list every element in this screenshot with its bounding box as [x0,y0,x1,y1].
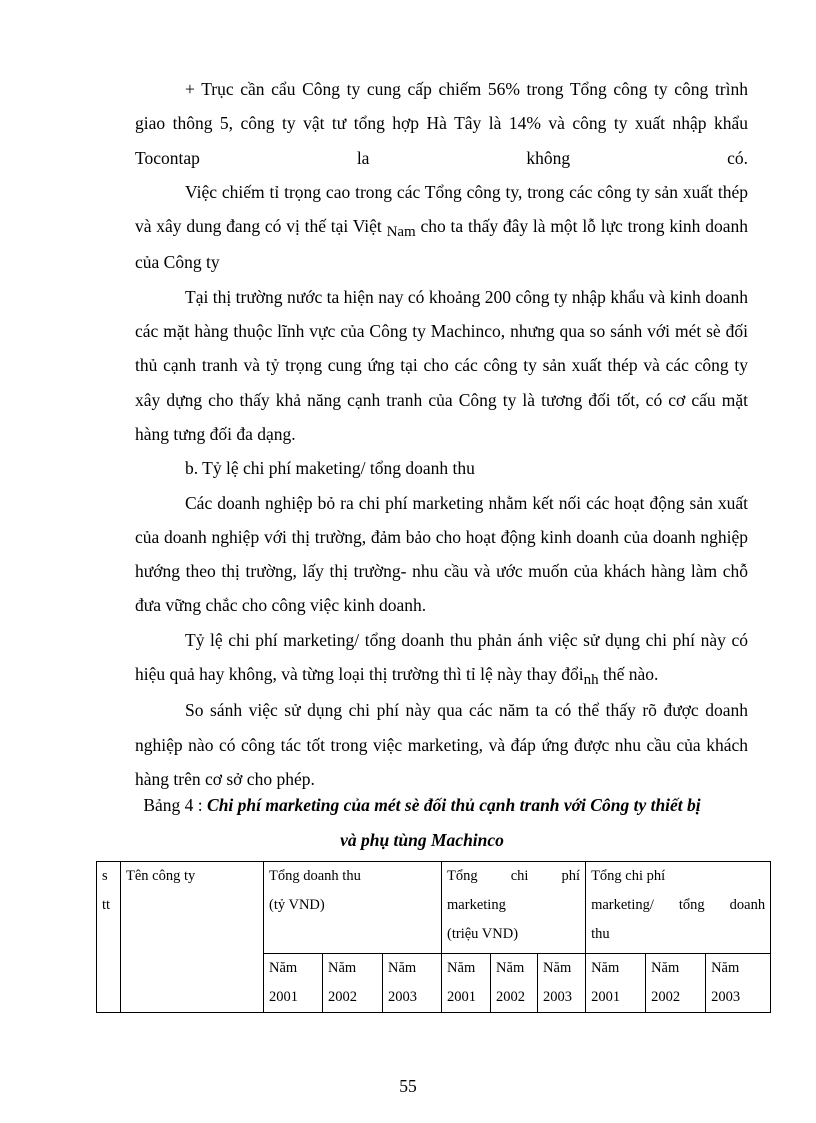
caption-prefix: Bảng 4 : [143,795,208,815]
marketing-cost-table [96,861,771,1013]
year-cell [491,954,538,1013]
year-cell [442,954,491,1013]
stt-header-line: s [102,868,108,884]
year-label: Năm [269,960,298,976]
company-name-header: Tên công ty [121,862,264,1013]
ratio-header-line: marketing/ tổng doanh [591,897,766,913]
paragraph-part: Việc chiếm tỉ trọng cao trong các Tổng công ty, trong các công ty sản xuất thép và xây dung đang có vị thế tại Việt [135,181,748,237]
marketing-cost-header-line: Tổng chi phí [447,868,581,884]
year-value: 2001 [591,989,621,1005]
year-cell [323,954,383,1013]
year-label: Năm [328,960,357,976]
paragraph-part: Tỷ lệ chi phí marketing/ tổng doanh thu phản ánh việc sử dụng chi phí này có hiệu quả hay không, và từng loại thị trường thì tỉ lệ này thay đổi [135,629,748,685]
year-cell [646,954,706,1013]
year-label: Năm [651,960,680,976]
year-value: 2002 [651,989,681,1005]
year-cell [383,954,442,1013]
year-label: Năm [591,960,620,976]
year-label: Năm [447,960,476,976]
body-text [135,72,748,796]
year-value: 2003 [388,989,417,1005]
year-value: 2003 [711,989,741,1005]
paragraph-part: cho ta thấy đây là một lỗ lực trong kinh doanh của Công ty [135,216,748,273]
section-heading: b. Tỷ lệ chi phí maketing/ tổng doanh thu [185,458,475,479]
caption-title-continued: và phụ tùng Machinco [340,830,504,850]
stt-header-line: tt [102,897,111,913]
year-value: 2002 [496,989,526,1005]
marketing-cost-header [442,862,586,954]
ratio-header-line: thu [591,926,610,942]
year-cell [706,954,771,1013]
paragraph-market-position [135,175,748,280]
marketing-cost-header-unit: (triệu VND) [447,926,519,942]
table-caption-line2 [96,830,748,851]
year-label: Năm [496,960,525,976]
caption-title: Chi phí marketing của mét sè đối thủ cạnh tranh với Công ty thiết bị [207,795,701,815]
paragraph-marketing-costs: Các doanh nghiệp bỏ ra chi phí marketing nhằm kết nối các hoạt động sản xuất của doanh nghiệp với thị trường, đảm bảo cho hoạt động kinh doanh của doanh nghiệp hướng theo thị trường, lấy thị trường- nhu cầu và ước muốn của khách hàng làm chỗ đưa vững chắc cho công việc kinh doanh. [135,492,748,616]
paragraph-comparison: So sánh việc sử dụng chi phí này qua các năm ta có thể thấy rõ được doanh nghiệp nào có công tác tốt trong việc marketing, và đáp ứng được nhu cầu của khách hàng trên cơ sở cho phép. [135,700,748,789]
year-value: 2001 [447,989,477,1005]
ratio-header [586,862,771,954]
year-label: Năm [711,960,740,976]
paragraph-crane-share: + Trục cần cẩu Công ty cung cấp chiếm 56% trong Tổng công ty công trình giao thông 5, công ty vật tư tổng hợp Hà Tây là 14% và công ty xuất nhập khẩu Tocontap la không có. [135,79,748,168]
stt-header [97,862,121,1013]
revenue-header [264,862,442,954]
year-cell [586,954,646,1013]
table-header-row [97,862,771,954]
paragraph-competition: Tại thị trường nước ta hiện nay có khoảng 200 công ty nhập khẩu và kinh doanh các mặt hàng thuộc lĩnh vực của Công ty Machinco, nhưng qua so sánh với mét sè đối thủ cạnh tranh và tỷ trọng cung ứng tại cho các công ty sản xuất thép và các công ty xây dựng cho thấy khả năng cạnh tranh của Công ty là tương đối tốt, có cơ cấu mặt hàng tưng đối đa dạng. [135,286,748,444]
marketing-cost-header-line: marketing [447,897,506,913]
year-value: 2003 [543,989,573,1005]
ratio-header-line: Tổng chi phí [591,868,666,884]
table-caption [96,795,748,816]
paragraph-ratio [135,623,748,694]
revenue-header-unit: (tỷ VND) [269,897,325,913]
year-value: 2001 [269,989,298,1005]
subscript-fragment: nh [583,672,599,689]
year-cell [264,954,323,1013]
paragraph-part: thế nào. [598,664,659,685]
subscript-fragment: Nam [386,224,416,241]
page-number: 55 [399,1076,417,1096]
revenue-header-line: Tổng doanh thu [269,868,361,884]
year-label: Năm [388,960,417,976]
year-cell [538,954,586,1013]
year-value: 2002 [328,989,357,1005]
year-label: Năm [543,960,572,976]
